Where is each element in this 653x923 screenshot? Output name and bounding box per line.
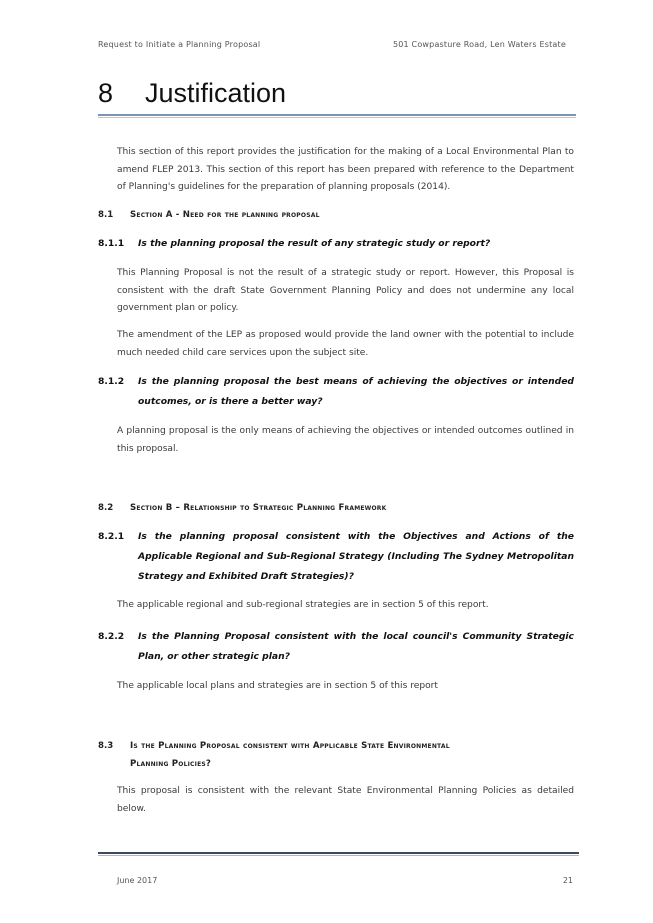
section-8-1-2-heading <box>98 372 574 412</box>
section-number: 8.2.2 <box>98 631 125 642</box>
section-number: 8.2 <box>98 503 114 513</box>
footer-rule-thin <box>98 855 579 856</box>
section-title-line-1: Is the Planning Proposal consistent with Applicable State Environmental <box>130 741 450 751</box>
section-number: 8.1.2 <box>98 376 125 387</box>
section-number: 8.2.1 <box>98 531 125 542</box>
section-8-2-1-heading <box>98 527 574 587</box>
section-8-1-1-paragraph-1: This Planning Proposal is not the result of a strategic study or report. However, this Proposal is consistent with the draft State Government Planning Policy and does not undermine any local government plan or policy. <box>117 268 574 313</box>
section-8-2-1-paragraph-1: The applicable regional and sub-regional strategies are in section 5 of this report. <box>117 600 489 610</box>
section-8-2-heading <box>98 503 386 513</box>
footer-date: June 2017 <box>117 876 158 885</box>
section-8-1-1-heading <box>98 234 574 254</box>
page-number: 21 <box>562 876 573 885</box>
heading-rule-thin <box>98 117 576 118</box>
section-title-line-2: Planning Policies? <box>130 759 212 769</box>
section-number: 8.3 <box>98 741 114 751</box>
header-document-title: Request to Initiate a Planning Proposal <box>98 40 261 49</box>
header-site-address: 501 Cowpasture Road, Len Waters Estate <box>392 40 566 49</box>
chapter-number: 8 <box>98 78 114 108</box>
footer-rule <box>98 852 579 854</box>
heading-rule <box>98 114 576 116</box>
chapter-heading <box>98 78 286 109</box>
section-8-2-2-heading <box>98 627 574 667</box>
section-number: 8.1 <box>98 210 114 220</box>
section-title: Is the planning proposal the result of any strategic study or report? <box>138 238 491 249</box>
section-title: Is the planning proposal consistent with the Objectives and Actions of the Applicable Regional and Sub-Regional Strategy (Including The Sydney Metropolitan Strategy and Exhibited Draft Strategies)? <box>138 531 574 582</box>
section-8-2-2-paragraph-1: The applicable local plans and strategies are in section 5 of this report <box>117 681 438 691</box>
section-8-3-paragraph-1: This proposal is consistent with the relevant State Environmental Planning Policies as detailed below. <box>117 786 574 814</box>
section-title: Section A - Need for the planning proposal <box>130 210 320 220</box>
section-8-3-heading-continued <box>130 759 211 769</box>
section-title: Section B – Relationship to Strategic Planning Framework <box>130 503 387 513</box>
section-8-1-heading <box>98 210 320 220</box>
intro-paragraph: This section of this report provides the justification for the making of a Local Environmental Plan to amend FLEP 2013. This section of this report has been prepared with reference to the Department of Planning's guidelines for the preparation of planning proposals (2014). <box>117 147 574 192</box>
section-title: Is the Planning Proposal consistent with the local council's Community Strategic Plan, or other strategic plan? <box>138 631 574 662</box>
section-8-1-2-paragraph-1: A planning proposal is the only means of achieving the objectives or intended outcomes outlined in this proposal. <box>117 426 574 454</box>
chapter-title: Justification <box>145 78 287 108</box>
section-title: Is the planning proposal the best means of achieving the objectives or intended outcomes, or is there a better way? <box>138 376 574 407</box>
section-8-3-heading <box>98 741 450 751</box>
section-number: 8.1.1 <box>98 238 125 249</box>
section-8-1-1-paragraph-2: The amendment of the LEP as proposed would provide the land owner with the potential to include much needed child care services upon the subject site. <box>117 330 574 358</box>
